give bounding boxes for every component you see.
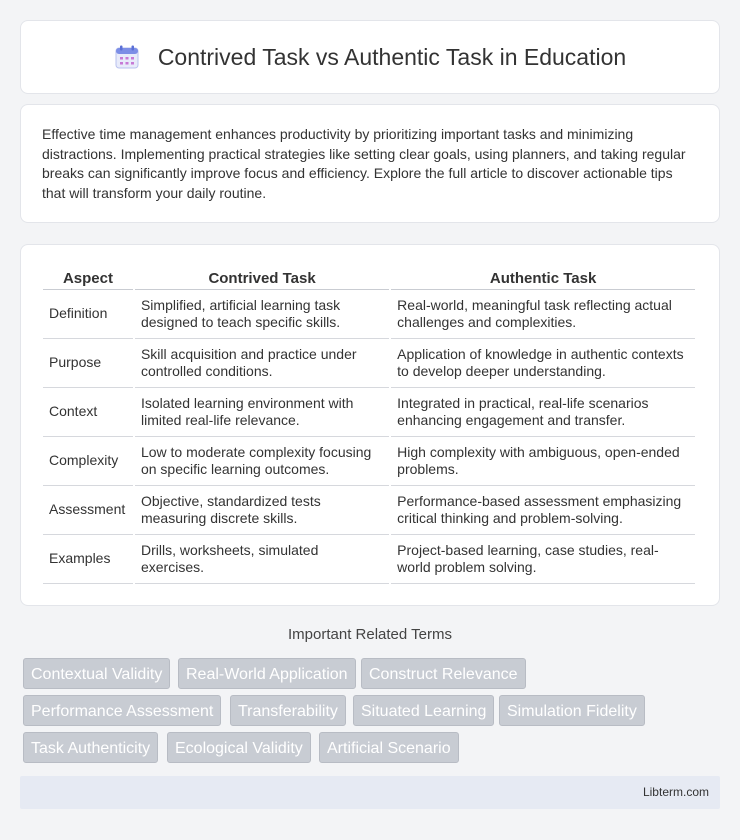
tag-construct-relevance[interactable]: Construct Relevance xyxy=(361,658,526,689)
row-authentic: Project-based learning, case studies, real-world problem solving. xyxy=(391,535,695,584)
intro-text: Effective time management enhances productivity by prioritizing important tasks and minimizing distractions. Implementing practical strategies like setting clear goals, using planners, and taking regular breaks can significantly improve focus and efficiency. Explore the full article to discover actionable tips that will transform your daily routine. xyxy=(42,126,686,201)
row-aspect: Definition xyxy=(43,290,133,339)
row-aspect: Purpose xyxy=(43,339,133,388)
page-title: Contrived Task vs Authentic Task in Education xyxy=(157,43,627,70)
tag-real-world-application[interactable]: Real-World Application xyxy=(178,658,356,689)
table-row xyxy=(43,437,695,486)
tag-situated-learning[interactable]: Situated Learning xyxy=(353,695,494,726)
row-aspect: Examples xyxy=(43,535,133,584)
title-wrap xyxy=(114,44,626,71)
table-row xyxy=(43,388,695,437)
row-contrived: Drills, worksheets, simulated exercises. xyxy=(135,535,389,584)
tag-transferability[interactable]: Transferability xyxy=(230,695,346,726)
row-contrived: Simplified, artificial learning task designed to teach specific skills. xyxy=(135,290,389,339)
intro-card xyxy=(20,104,720,223)
row-authentic: Performance-based assessment emphasizing critical thinking and problem-solving. xyxy=(391,486,695,535)
row-contrived: Skill acquisition and practice under controlled conditions. xyxy=(135,339,389,388)
tag-artificial-scenario[interactable]: Artificial Scenario xyxy=(319,732,459,763)
row-contrived: Isolated learning environment with limited real-life relevance. xyxy=(135,388,389,437)
row-authentic: Real-world, meaningful task reflecting actual challenges and complexities. xyxy=(391,290,695,339)
table-row xyxy=(43,535,695,584)
tag-performance-assessment[interactable]: Performance Assessment xyxy=(23,695,221,726)
tag-ecological-validity[interactable]: Ecological Validity xyxy=(167,732,311,763)
title-card xyxy=(20,20,720,94)
row-authentic: High complexity with ambiguous, open-ended problems. xyxy=(391,437,695,486)
calendar-icon xyxy=(114,44,140,70)
comparison-table xyxy=(41,263,697,584)
header-contrived: Contrived Task xyxy=(135,263,389,290)
footer xyxy=(20,776,720,809)
row-authentic: Application of knowledge in authentic contexts to develop deeper understanding. xyxy=(391,339,695,388)
table-row xyxy=(43,486,695,535)
header-authentic: Authentic Task xyxy=(391,263,695,290)
table-row xyxy=(43,290,695,339)
related-terms-title: Important Related Terms xyxy=(288,626,452,643)
row-aspect: Context xyxy=(43,388,133,437)
table-row xyxy=(43,339,695,388)
row-aspect: Assessment xyxy=(43,486,133,535)
table-header-row xyxy=(43,263,695,290)
table-card xyxy=(20,244,720,606)
tag-contextual-validity[interactable]: Contextual Validity xyxy=(23,658,170,689)
row-contrived: Objective, standardized tests measuring discrete skills. xyxy=(135,486,389,535)
row-aspect: Complexity xyxy=(43,437,133,486)
footer-brand[interactable]: Libterm.com xyxy=(642,785,709,799)
tag-task-authenticity[interactable]: Task Authenticity xyxy=(23,732,158,763)
header-aspect: Aspect xyxy=(43,263,133,290)
row-contrived: Low to moderate complexity focusing on specific learning outcomes. xyxy=(135,437,389,486)
row-authentic: Integrated in practical, real-life scenarios enhancing engagement and transfer. xyxy=(391,388,695,437)
tag-simulation-fidelity[interactable]: Simulation Fidelity xyxy=(499,695,645,726)
